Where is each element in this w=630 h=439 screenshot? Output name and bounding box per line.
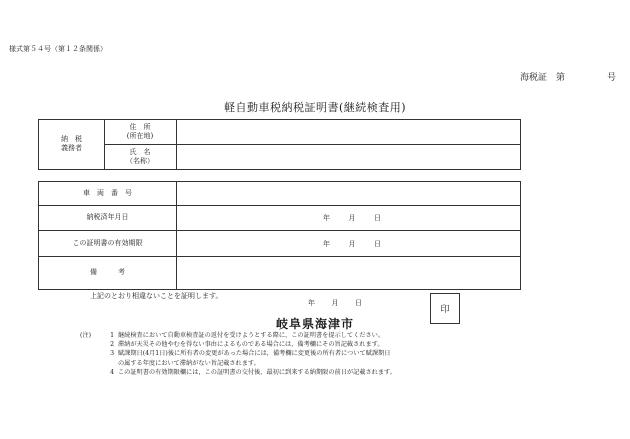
address-label: 住 所 (所在地) bbox=[126, 123, 154, 140]
certificate-number bbox=[520, 70, 616, 83]
certification-date bbox=[308, 298, 362, 308]
seal-label: 印 bbox=[440, 305, 450, 315]
note-text-continued: の属する年度において滞納がない旨記載されます。 bbox=[118, 359, 260, 367]
notes bbox=[80, 331, 396, 377]
payment-date-value bbox=[323, 213, 381, 223]
certification-day: 日 bbox=[354, 299, 362, 307]
certification-year: 年 bbox=[308, 299, 315, 307]
taxpayer-label-line1: 納 税 bbox=[61, 135, 82, 143]
remarks-label: 備 考 bbox=[90, 268, 125, 276]
taxpayer-table bbox=[38, 119, 521, 170]
certification-statement: 上記のとおり相違ないことを証明します。 bbox=[90, 292, 223, 300]
issuer-name: 岐阜県海津市 bbox=[275, 317, 354, 331]
document-title: 軽自動車税納税証明書(継続検査用) bbox=[223, 101, 407, 114]
note-text: 滞納が天災その他やむを得ない事由によるものである場合には、備考欄にその旨記載されます。 bbox=[118, 341, 384, 349]
expiry-date-day: 日 bbox=[373, 240, 381, 248]
note-text: 賦課期日(4月1日)後に所有者の変更があった場合には，備考欄に変更後の所有者について賦課期日 bbox=[118, 350, 391, 358]
certificate-number-prefix: 海税証 第 bbox=[520, 73, 566, 83]
expiry-date-month: 月 bbox=[348, 240, 356, 248]
note-number: 3 bbox=[110, 350, 114, 358]
notes-label: (注) bbox=[80, 332, 92, 339]
vehicle-table bbox=[38, 181, 521, 290]
note-number: 4 bbox=[110, 368, 114, 376]
note-number: 2 bbox=[110, 341, 114, 349]
taxpayer-label-line2: 義務者 bbox=[61, 144, 82, 152]
expiry-date-value bbox=[323, 239, 381, 249]
taxpayer-label bbox=[39, 135, 104, 153]
note-text: この証明書の有効期限欄には，この証明書の交付後、最初に到来する納期限の前日が記載されます。 bbox=[118, 368, 396, 376]
vehicle-number-label: 車 両 番 号 bbox=[83, 189, 132, 197]
payment-date-month: 月 bbox=[348, 214, 356, 222]
note-text: 継続検査において自動車検査証の返付を受けようとする際に、この証明書を提示してください。 bbox=[118, 332, 385, 339]
certification-month: 月 bbox=[331, 299, 339, 307]
payment-date-day: 日 bbox=[373, 214, 381, 222]
note-number: 1 bbox=[110, 332, 114, 339]
payment-date-label: 納税済年月日 bbox=[86, 213, 129, 221]
name-label: 氏 名 （名称） bbox=[126, 148, 154, 165]
form-number: 様式第５４号（第１２条関係） bbox=[9, 45, 107, 53]
expiry-date-year: 年 bbox=[323, 240, 330, 248]
certificate-number-suffix: 号 bbox=[607, 73, 617, 83]
expiry-date-label: この証明書の有効期限 bbox=[72, 239, 143, 247]
payment-date-year: 年 bbox=[323, 214, 330, 222]
